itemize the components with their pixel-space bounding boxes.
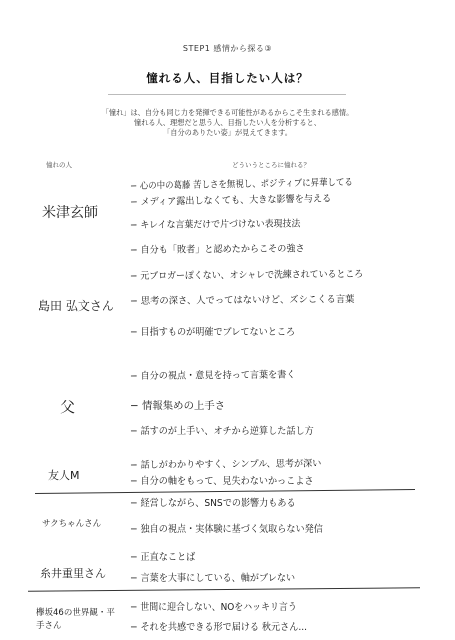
reason-item: − 言葉を大事にしている、軸がブレない: [130, 573, 296, 584]
reason-item: − メディア露出しなくても、大きな影響を与える: [129, 193, 332, 208]
person-name: 米津玄師: [42, 205, 98, 221]
reason-item: − 話しがわかりやすく、シンプル、思考が深い: [129, 458, 322, 471]
person-name: 友人M: [48, 469, 80, 482]
reason-item: − 自分の視点・意見を持って言葉を書く: [129, 369, 296, 382]
intro-text: [0, 108, 455, 138]
person-name: 糸井重里さん: [40, 567, 106, 580]
title-underline: [108, 94, 346, 95]
step-label: STEP1 感情から探る③: [182, 44, 273, 53]
reason-item: − 自分の軸をもって、見失わないかっこよさ: [130, 476, 314, 487]
person-name: 父: [60, 398, 76, 416]
reason-item: − 世間に迎合しない、NOをハッキリ言う: [130, 602, 297, 613]
intro-line: 「憧れ」は、自分も同じ力を発揮できる可能性があるからこそ生まれる感情。: [101, 108, 354, 117]
reason-item: − 情報集めの上手さ: [130, 400, 226, 412]
intro-line: 憧れる人、理想だと思う人、目指したい人を分析すると、: [134, 118, 321, 127]
reason-item: − 経営しながら、SNSでの影響力もある: [130, 498, 296, 509]
reason-item: − 目指すものが明確でブレてないところ: [130, 327, 296, 338]
reason-item: − それを共感できる形で届ける 秋元さん...: [130, 622, 308, 633]
person-name: 島田 弘文さん: [38, 299, 114, 313]
person-name: サクちゃんさん: [42, 519, 102, 529]
divider-line: [35, 489, 415, 494]
reason-item: − 独自の視点・実体験に基づく気取らない発信: [130, 524, 323, 535]
reason-item: − 自分も「敗者」と認めたからこその強さ: [129, 243, 305, 256]
column-header-reason: どういうところに憧れる？: [232, 161, 310, 169]
page-title: 憧れる人、目指したい人は？: [146, 71, 309, 85]
reason-item: − 元ブロガーぽくない、オシャレで洗練されているところ: [129, 268, 364, 282]
reason-item: − 正直なことば: [130, 552, 196, 563]
reason-item: − キレイな言葉だけで片づけない表現技法: [129, 218, 301, 231]
reason-item: − 心の中の葛藤 苦しさを無視し、ポジティブに昇華してる: [129, 177, 353, 192]
intro-line: 「自分のありたい姿」が見えてきます。: [163, 128, 292, 137]
divider-line: [28, 587, 420, 591]
reason-item: − 思考の深さ、人でってはないけど、ズシこくる言葉: [129, 294, 355, 307]
person-name: 欅坂46の世界観・平手さん: [36, 608, 115, 631]
reason-item: − 話すのが上手い、オチから逆算した話し方: [130, 426, 314, 437]
column-header-person: 憧れの人: [46, 161, 72, 169]
